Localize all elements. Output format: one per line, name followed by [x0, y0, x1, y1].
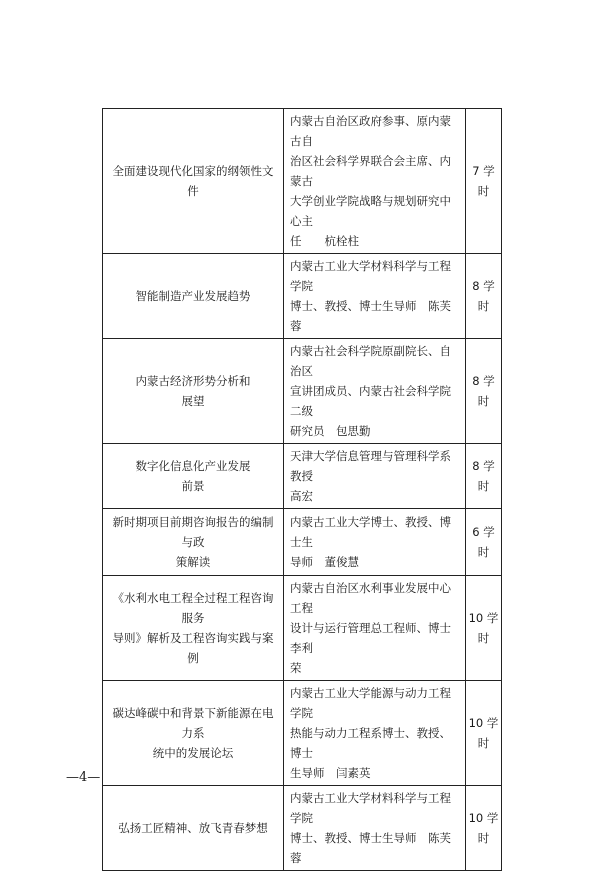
topic-line: 碳达峰碳中和背景下新能源在电力系 — [112, 706, 274, 740]
topic-cell — [103, 786, 284, 871]
lecturer-line: 内蒙古工业大学能源与动力工程学院 — [290, 686, 451, 720]
lecturer-line: 治区社会科学界联合会主席、内蒙古 — [290, 154, 451, 188]
topic-line: 全面建设现代化国家的纲领性文件 — [112, 164, 274, 198]
course-table-body — [103, 109, 502, 871]
lecturer-cell — [284, 786, 466, 871]
hours-cell — [466, 509, 502, 576]
hours-line: 6 学时 — [472, 525, 495, 559]
lecturer-cell — [284, 576, 466, 681]
lecturer-line: 内蒙古工业大学博士、教授、博士生 — [290, 515, 451, 549]
hours-line: 时 — [477, 831, 490, 845]
hours-line: 时 — [477, 736, 490, 750]
topic-line: 统中的发展论坛 — [152, 746, 234, 760]
table-row — [103, 786, 502, 871]
lecturer-line: 天津大学信息管理与管理科学系教授 — [290, 449, 451, 483]
topic-line: 数字化信息化产业发展 — [135, 459, 251, 473]
lecturer-cell — [284, 509, 466, 576]
topic-cell — [103, 254, 284, 339]
topic-cell — [103, 681, 284, 786]
lecturer-cell — [284, 339, 466, 444]
topic-cell — [103, 509, 284, 576]
lecturer-line: 内蒙古自治区水利事业发展中心工程 — [290, 581, 451, 615]
hours-line: 10 学 — [468, 611, 499, 625]
table-row — [103, 509, 502, 576]
topic-cell — [103, 444, 284, 509]
lecturer-line: 荣 — [290, 661, 302, 675]
topic-line: 策解读 — [175, 555, 211, 569]
topic-line: 弘扬工匠精神、放飞青春梦想 — [118, 821, 268, 835]
lecturer-line: 宣讲团成员、内蒙古社会科学院二级 — [290, 384, 451, 418]
table-row — [103, 576, 502, 681]
topic-line: 导则》解析及工程咨询实践与案例 — [112, 631, 274, 665]
lecturer-cell — [284, 681, 466, 786]
topic-line: 展望 — [181, 394, 205, 408]
lecturer-line: 博士、教授、博士生导师 陈芙蓉 — [290, 831, 451, 865]
page-number: —4— — [66, 770, 101, 785]
hours-cell — [466, 444, 502, 509]
topic-cell — [103, 109, 284, 254]
lecturer-line: 内蒙古工业大学材料科学与工程学院 — [290, 259, 451, 293]
lecturer-line: 内蒙古工业大学材料科学与工程学院 — [290, 791, 451, 825]
hours-line: 8 学时 — [472, 374, 495, 408]
lecturer-line: 导师 董俊慧 — [290, 555, 359, 569]
topic-line: 《水利水电工程全过程工程咨询服务 — [112, 591, 274, 625]
hours-line: 10 学 — [468, 716, 499, 730]
table-row — [103, 681, 502, 786]
hours-line: 7 学时 — [472, 164, 495, 198]
lecturer-line: 博士、教授、博士生导师 陈芙蓉 — [290, 299, 451, 333]
lecturer-line: 大学创业学院战略与规划研究中心主 — [290, 194, 451, 228]
table-row — [103, 254, 502, 339]
topic-line: 内蒙古经济形势分析和 — [135, 374, 251, 388]
lecturer-cell — [284, 254, 466, 339]
hours-cell — [466, 339, 502, 444]
course-table — [102, 108, 502, 871]
lecturer-line: 设计与运行管理总工程师、博士 李利 — [290, 621, 463, 655]
lecturer-cell — [284, 444, 466, 509]
lecturer-line: 任 杭栓柱 — [290, 234, 359, 248]
hours-cell — [466, 681, 502, 786]
table-row — [103, 109, 502, 254]
topic-line: 前景 — [181, 479, 205, 493]
lecturer-cell — [284, 109, 466, 254]
topic-line: 智能制造产业发展趋势 — [135, 289, 251, 303]
lecturer-line: 高宏 — [290, 489, 313, 503]
table-row — [103, 444, 502, 509]
hours-line: 8 学时 — [472, 459, 495, 493]
lecturer-line: 内蒙古自治区政府参事、原内蒙古自 — [290, 114, 451, 148]
lecturer-line: 研究员 包思勤 — [290, 424, 371, 438]
hours-cell — [466, 109, 502, 254]
lecturer-line: 内蒙古社会科学院原副院长、自治区 — [290, 344, 451, 378]
topic-cell — [103, 339, 284, 444]
lecturer-line: 热能与动力工程系博士、教授、博士 — [290, 726, 451, 760]
hours-line: 8 学时 — [472, 279, 495, 313]
hours-cell — [466, 786, 502, 871]
hours-cell — [466, 576, 502, 681]
table-row — [103, 339, 502, 444]
hours-cell — [466, 254, 502, 339]
hours-line: 时 — [477, 631, 490, 645]
topic-line: 新时期项目前期咨询报告的编制与政 — [112, 515, 274, 549]
lecturer-line: 生导师 闫素英 — [290, 766, 371, 780]
hours-line: 10 学 — [468, 811, 499, 825]
topic-cell — [103, 576, 284, 681]
